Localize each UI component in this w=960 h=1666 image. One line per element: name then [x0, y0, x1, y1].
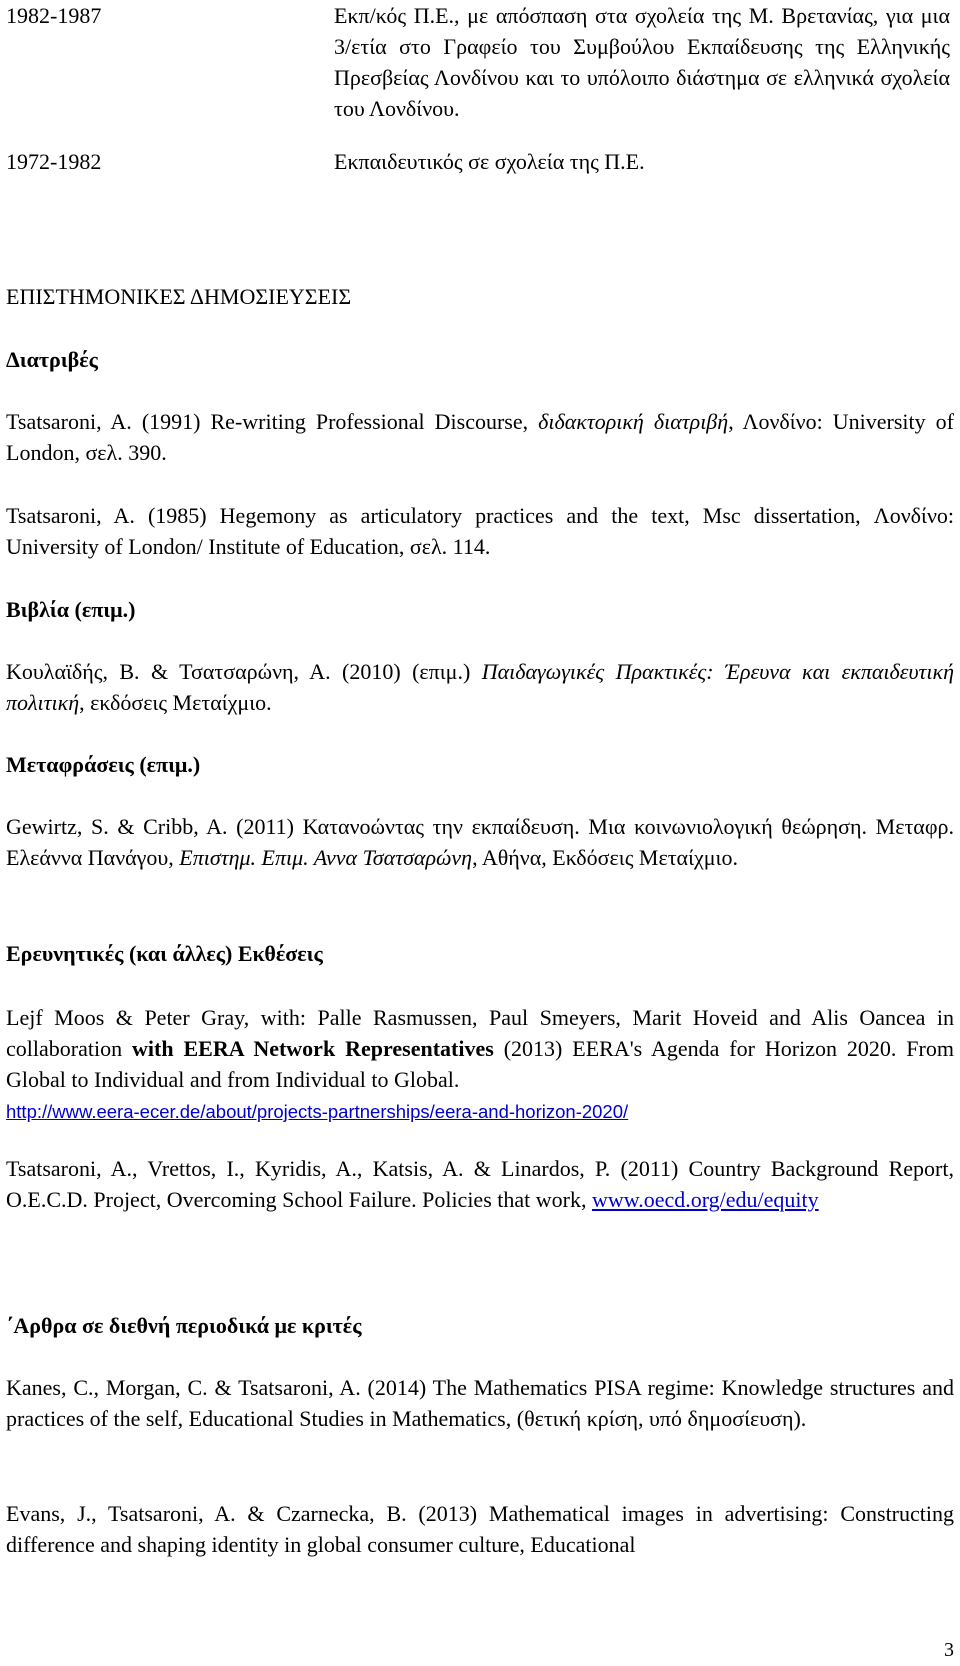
bold-text: with EERA Network Representatives [132, 1036, 494, 1061]
oecd-equity-link[interactable]: www.oecd.org/edu/equity [591, 1187, 819, 1212]
page-number: 3 [944, 1639, 954, 1661]
section-title: ΕΠΙΣΤΗΜΟΝΙΚΕΣ ΔΗΜΟΣΙΕΥΣΕΙΣ [6, 284, 352, 309]
employment-entry [6, 146, 950, 177]
translation-entry: Gewirtz, S. & Cribb, A. (2011) Κατανοώντας την εκπαίδευση. Μια κοινωνιολογική θεώρηση. Μεταφρ. Ελεάννα Πανάγου, Επιστημ. Επιμ. Αννα Τσατσαρώνη, Αθήνα, Εκδόσεις Μεταίχμιο. [6, 814, 954, 870]
dissertation-entry: Tsatsaroni, A. (1985) Hegemony as articulatory practices and the text, Msc dissertation, Λονδίνο: University of London/ Institute of Education, σελ. 114. [6, 503, 954, 559]
employment-entry [6, 0, 950, 124]
employment-years: 1972-1982 [6, 149, 102, 174]
reports-heading: Ερευνητικές (και άλλες) Εκθέσεις [6, 941, 323, 966]
articles-heading: ΄Αρθρα σε διεθνή περιοδικά με κριτές [6, 1313, 362, 1338]
employment-description: Εκπ/κός Π.Ε., με απόσπαση στα σχολεία της Μ. Βρετανίας, για μια 3/ετία στο Γραφείο του Συμβούλου Εκπαίδευσης της Ελληνικής Πρεσβείας Λονδίνου και το υπόλοιπο διάστημα σε ελληνικά σχολεία του Λονδίνου. [334, 3, 950, 121]
report-entry: Tsatsaroni, A., Vrettos, I., Kyridis, A., Katsis, A. & Linardos, P. (2011) Country Background Report, O.E.C.D. Project, Overcoming School Failure. Policies that work, www.oecd.org/edu/equity [6, 1156, 954, 1212]
italic-text: Επιστημ. Επιμ. Αννα Τσατσαρώνη [179, 845, 473, 870]
report-entry: Lejf Moos & Peter Gray, with: Palle Rasmussen, Paul Smeyers, Marit Hoveid and Alis Oancea in collaboration with EERA Network Representatives (2013) EERA's Agenda for Horizon 2020. From Global to Individual and from Individual to Global. http://www.eera-ecer.de/about/projects-partnerships/eera-and-horizon-2020/ [6, 1005, 954, 1122]
document-page [6, 0, 954, 1662]
article-entry: Kanes, C., Morgan, C. & Tsatsaroni, A. (2014) The Mathematics PISA regime: Knowledge structures and practices of the self, Educational Studies in Mathematics, (θετική κρίση, υπό δημοσίευση). [6, 1375, 954, 1431]
eera-horizon-link[interactable]: http://www.eera-ecer.de/about/projects-partnerships/eera-and-horizon-2020/ [6, 1101, 629, 1122]
employment-years: 1982-1987 [6, 3, 102, 28]
translations-heading: Μεταφράσεις (επιμ.) [6, 752, 201, 777]
dissertation-entry: Tsatsaroni, A. (1991) Re-writing Professional Discourse, διδακτορική διατριβή, Λονδίνο: University of London, σελ. 390. [6, 409, 955, 465]
italic-text: Παιδαγωγικές Πρακτικές: Έρευνα και εκπαιδευτική πολιτική [6, 659, 954, 715]
article-entry: Evans, J., Tsatsaroni, A. & Czarnecka, B. (2013) Mathematical images in advertising: Constructing difference and shaping identity in global consumer culture, Educational [6, 1501, 954, 1557]
books-heading: Βιβλία (επιμ.) [6, 597, 136, 622]
employment-description: Εκπαιδευτικός σε σχολεία της Π.Ε. [334, 149, 645, 174]
dissertations-heading: Διατριβές [6, 347, 98, 372]
italic-text: διδακτορική διατριβή [538, 409, 729, 434]
book-entry: Κουλαϊδής, Β. & Τσατσαρώνη, Α. (2010) (επιμ.) Παιδαγωγικές Πρακτικές: Έρευνα και εκπαιδευτική πολιτική, εκδόσεις Μεταίχμιο. [6, 659, 954, 715]
